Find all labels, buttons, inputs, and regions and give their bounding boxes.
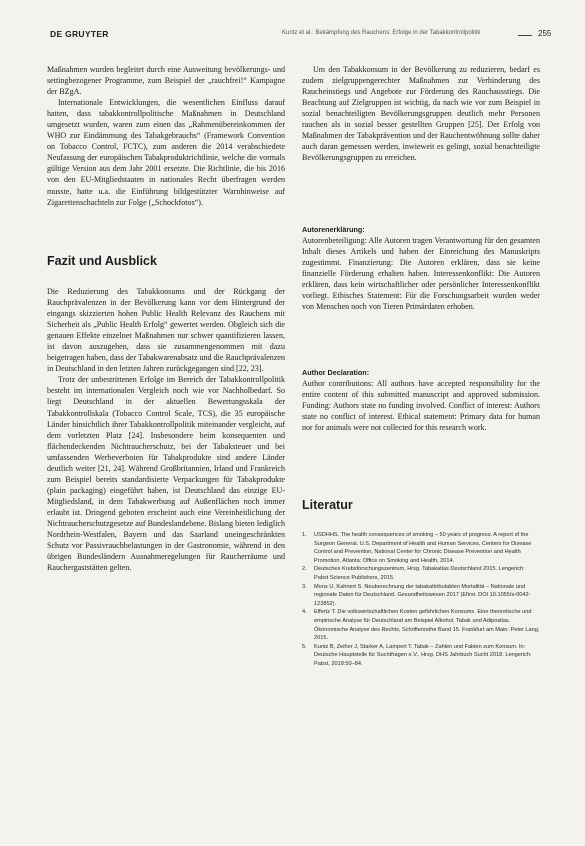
paragraph: Um den Tabakkonsum in der Bevölkerung zu reduzieren, bedarf es zudem zielgruppengerechter Maßnahmen zur Verhinderung des Raucheinstiegs und Angebote zur Förderung des Rauchausstiegs. Die Beachtung auf Zielgruppen ist wichtig, da nach wie vor zum Beispiel in sozial benachteiligten Bevölkerungsgruppen deutlich mehr Personen rauchen als in sozial besser gestellten Gruppen [25]. Der Erfolg von Maßnahmen der Tabakprävention und der Rauchentwöhnung sollte daher auch daran gemessen werden, inwieweit es gelingt, sozial benachteiligte Bevölkerungsgruppen zu erreichen. — [302, 65, 540, 163]
running-title: Kuntz et al.: Bekämpfung des Rauchens: Erfolge in der Tabakkontrollpolitik — [282, 30, 481, 36]
literature-heading: Literatur — [302, 498, 353, 512]
author-declaration-en-heading: Author Declaration: — [302, 368, 370, 377]
left-column-conclusion — [47, 286, 285, 573]
paragraph: Trotz der unbestrittenen Erfolge im Bereich der Tabakkontrollpolitik besteht im internationalen Vergleich noch wie vor Nachholbedarf. So liegt Deutschland in der aktuellen Bewertungsskala der Tabakkontrollskala (Tobacco Control Scale, TCS), die 35 europäische Länder hinsichtlich ihrer Tabakkontrollpolitik miteinander vergleicht, auf dem vorletzten Platz [24]. Insbesondere beim konsequenten und flächendeckenden Nichtraucherschutz, bei der Tabaksteuer und bei umfassenden Werbeverboten für Tabakprodukte sind andere Länder deutlich weiter [21, 24]. Während Großbritannien, Irland und Frankreich zum Beispiel bereits standardisierte Verpackungen für Tabakprodukte (plain packaging) eingeführt haben, ist Deutschland das einzige EU-Mitgliedsland, in dem Tabakwerbung auf Außenflächen noch immer erlaubt ist. Dringend geboten erscheint auch eine Vereinheitlichung der Nichtraucherschutzgesetze auf Bundeslandebene. Bislang bieten lediglich Nordrhein-Westfalen, Bayern und das Saarland uneingeschränkten Schutz vor Passivrauchbelastungen in der Gastronomie, während in den übrigen Bundesländern Ausnahmeregelungen für Raucherräume und Rauchergaststätten gelten. — [47, 375, 285, 573]
section-heading-fazit: Fazit und Ausblick — [47, 254, 157, 268]
reference-item: 5. Kuntz B, Zeiher J, Starker A, Lampert T. Tabak – Zahlen und Fakten zum Konsum. In: Deutsche Hauptstelle für Suchtfragen e.V., Hrsg. DHS Jahrbuch Sucht 2018. Lengerich: Pabst, 2018:50–84. — [302, 643, 532, 667]
paragraph: Internationale Entwicklungen, die wesentlichen Einfluss darauf hatten, dass tabakkontrollpolitische Maßnahmen in Deutschland umgesetzt wurden, waren zum einen das „Rahmenübereinkommen der WHO zur Eindämmung des Tabakgebrauchs“ (Framework Convention on Tobacco Control, FCTC), zum anderen die 2014 verabschiedete Neufassung der europäischen Tabakproduktrichtlinie, welche die vormals gültige Version aus dem Jahr 2001 ersetzte. Die Richtlinie, die bis 2016 von den EU-Mitgliedstaaten in nationales Recht überfragen werden musste, hatte u.a. die Einführung bildgestützter Warnhinweise auf Zigarettenschachteln zur Folge („Schockfotos“). — [47, 98, 285, 207]
author-declaration-en — [302, 378, 540, 433]
right-column-intro — [302, 64, 540, 163]
author-declaration-de-heading: Autorenerklärung: — [302, 225, 365, 234]
left-column-intro — [47, 64, 285, 208]
reference-item: 3. Mons U, Kahnert S. Neuberechnung der tabakattributablen Mortalität – Nationale und regionale Daten für Deutschland. Gesundheitswesen 2017 (Efirst. DOI 10.1055/s-0042-123852). — [302, 583, 531, 607]
reference-item: 2. Deutsches Krebsforschungszentrum, Hrsg. Tabakatlas Deutschland 2015. Lengerich: Pabst Science Publishers, 2015. — [302, 566, 525, 581]
publisher-name: DE GRUYTER — [50, 29, 109, 39]
reference-item: 1. USDHHS. The health consequences of smoking – 50 years of progress. A report of the Surgeon General. U.S. Department of Health and Human Services, Centers for Disease Control and Prevention, National Center for Chronic Disease Prevention and Health Promotion. Atlanta: Office on Smoking and Health, 2014. — [302, 532, 532, 564]
reference-item: 4. Effertz T. Die volkswirtschaftlichen Kosten gefährlichen Konsums. Eine theoretische und empirische Analyse für Deutschland am Beispiel Alkohol, Tabak und Adipositas. Ökonomische Analyse des Rechts, Schriftenreihe Band 15. Frankfurt am Main: Peter Lang, 2015. — [302, 609, 540, 642]
paragraph: Author contributions: All authors have accepted responsibility for the entire content of this submitted manuscript and approved submission. Funding: Authors state no funding involved. Conflict of interest: Authors state no conflict of interest. Ethical statement: Primary data for human nor for animals were not collected for this research work. — [302, 379, 540, 433]
paragraph: Die Reduzierung des Tabakkonsums und der Rückgang der Rauchprävalenzen in der Bevölkerung kann vor dem Hintergrund der eingangs skizzierten hohen Public Health Relevanz des Rauchens mit Sicherheit als „Public Health Erfolg“ gewertet werden. Obgleich sich die genauen Effekte einzelner Maßnahmen nur schwer quantifizieren lassen, ist davon auszugehen, dass sie zusammengenommen mit dazu beigetragen haben, dass der Tabakwarenabsatz und die Rauchprävalenzen in Deutschland in den letzten Jahren zurückgegangen sind [22, 23]. — [47, 287, 285, 374]
paragraph: Autorenbeteiligung: Alle Autoren tragen Verantwortung für den gesamten Inhalt dieses Artikels und haben der Einreichung des Manuskripts zugestimmt. Finanzierung: Die Autoren erklären, dass sie keine finanzielle Förderung erhalten haben. Interessenkonflikt: Die Autoren erklären, dass kein wirtschaftlicher oder persönlicher Interessenkonflikt vorliegt. Ethisches Statement: Für die Forschungsarbeit wurden weder von Menschen noch von Tieren Primärdaten erhoben. — [302, 236, 540, 312]
page-number: 255 — [538, 29, 552, 38]
reference-list — [302, 531, 540, 669]
header-rule — [518, 35, 532, 36]
paragraph: Maßnahmen wurden begleitet durch eine Ausweitung bevölkerungs- und settingbezogener Programme, zum Beispiel der „rauchfrei!“ Kampagne der BZgA. — [47, 65, 285, 97]
page-header — [50, 29, 552, 43]
author-declaration-de — [302, 235, 540, 312]
